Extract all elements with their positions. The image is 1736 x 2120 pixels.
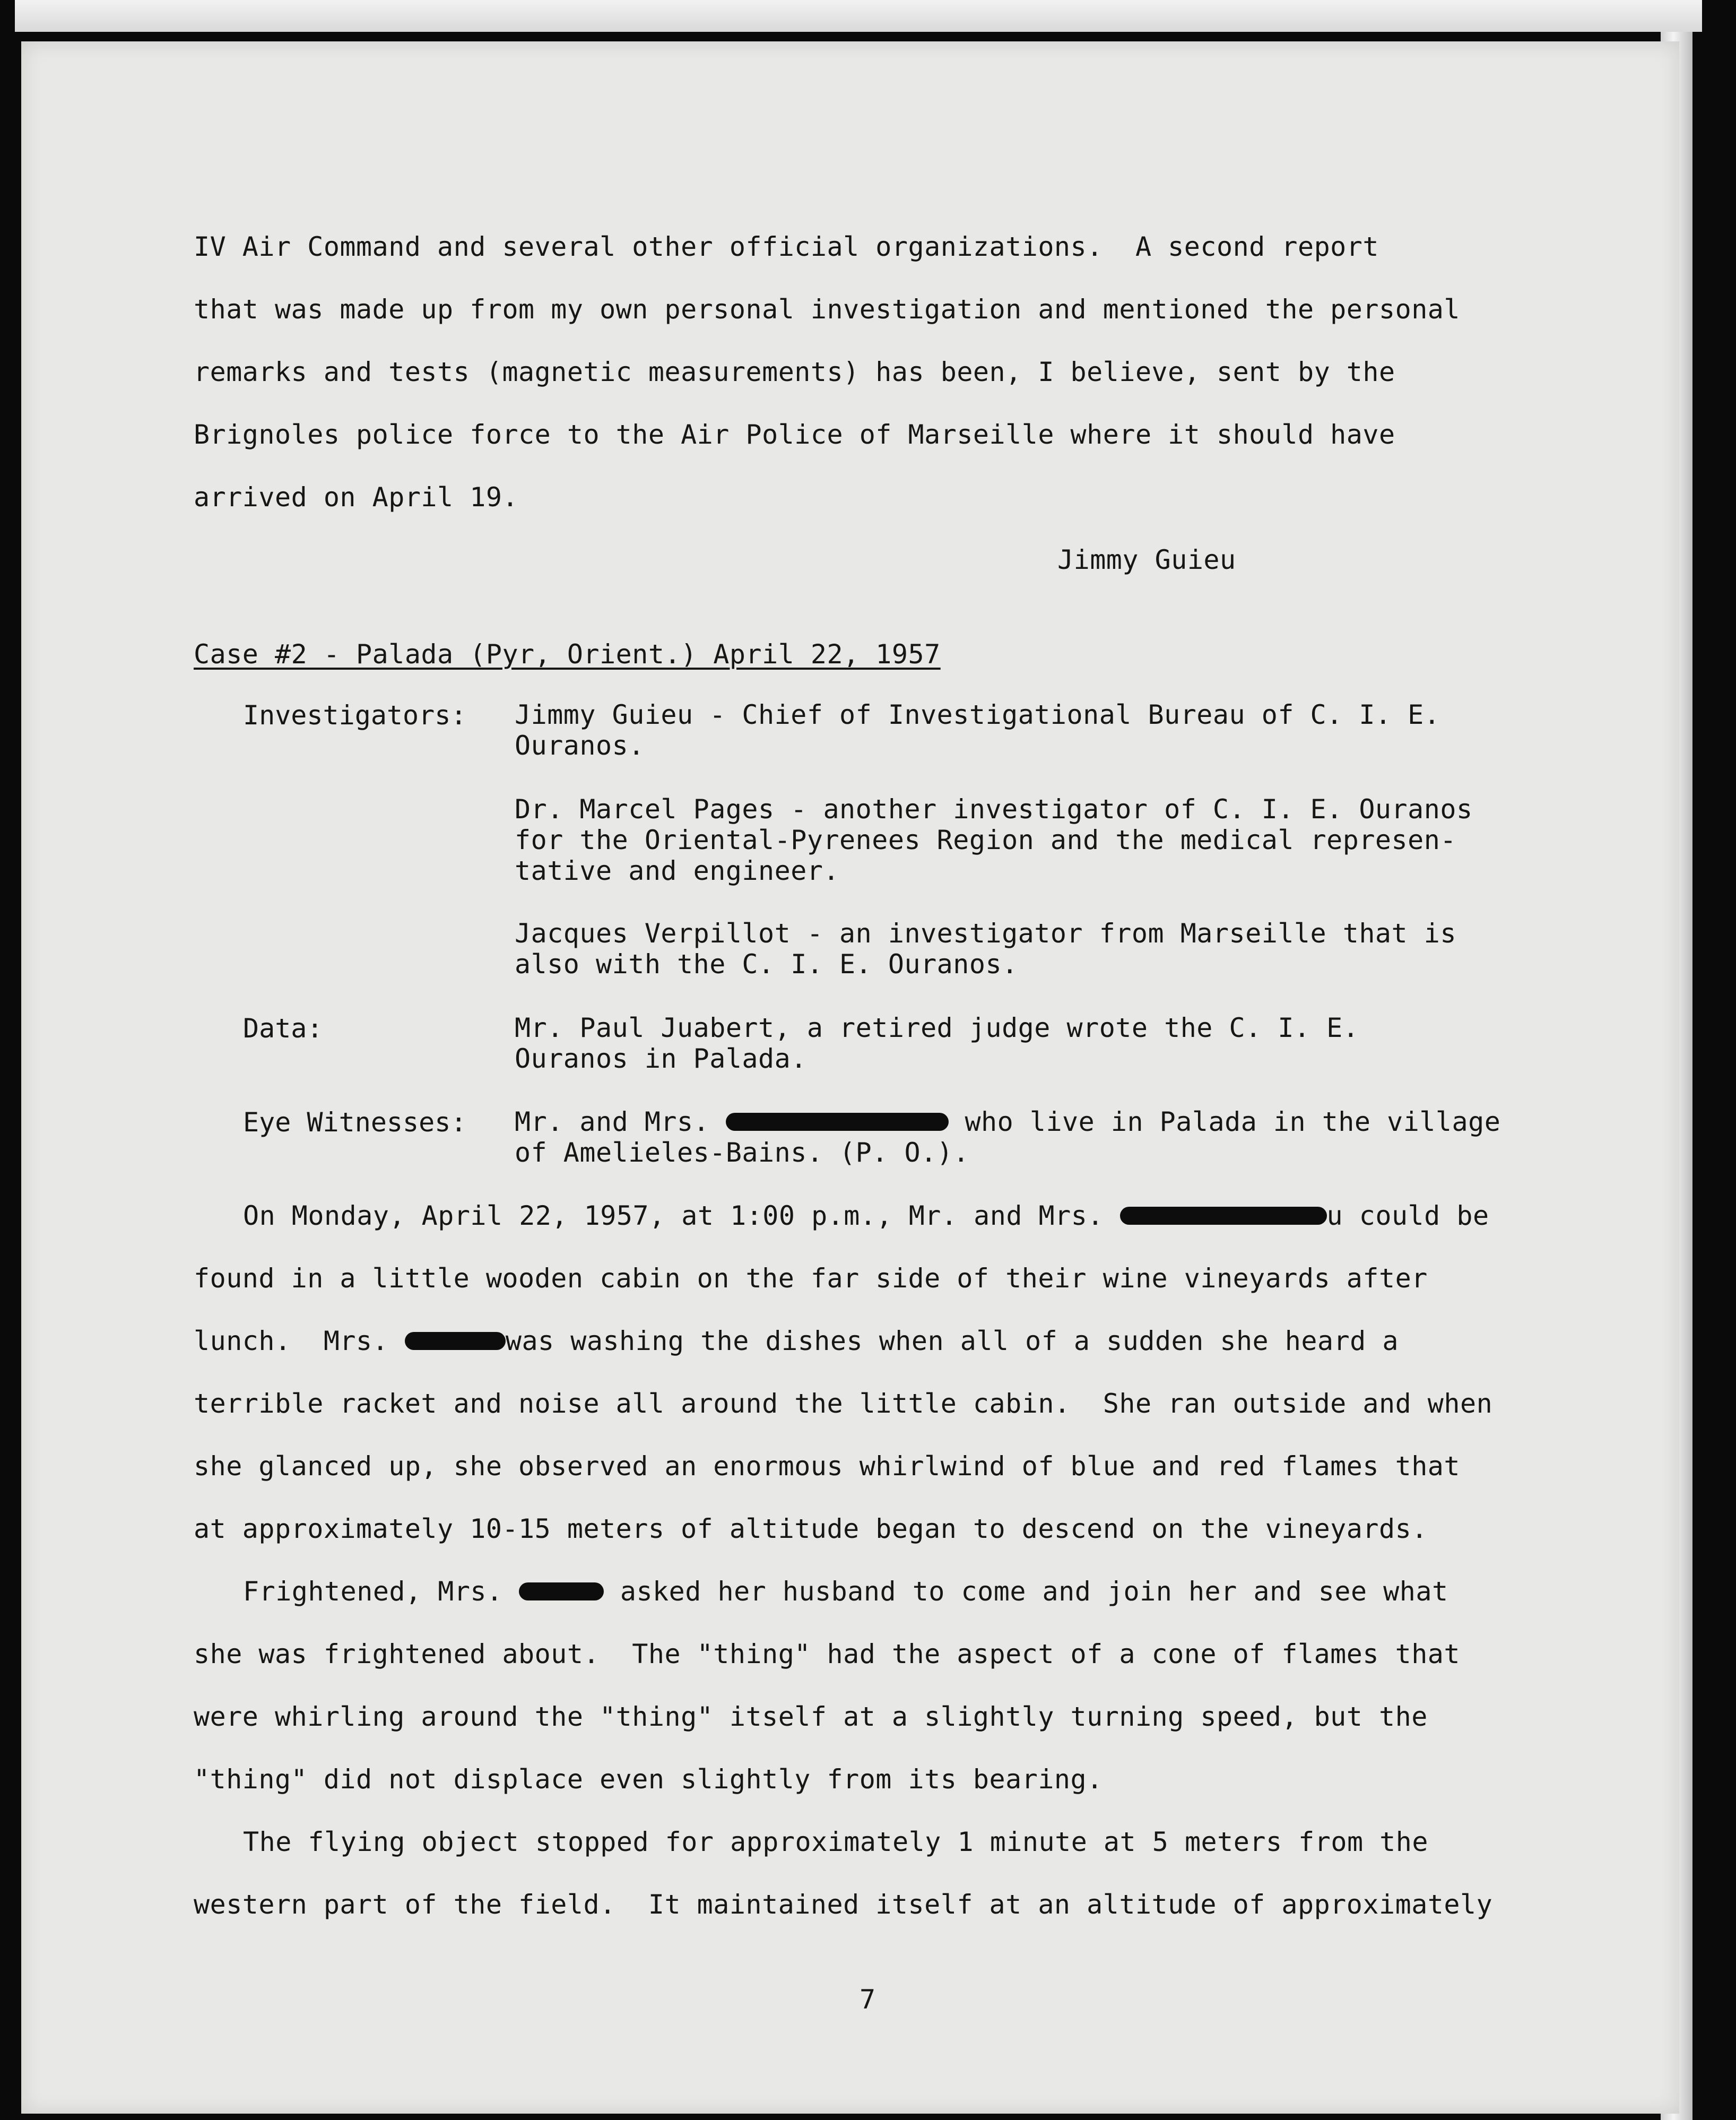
body-line: western part of the field. It maintained itself at an altitude of approximately xyxy=(194,1889,1493,1920)
intro-line: Brignoles police force to the Air Police of Marseille where it should have xyxy=(194,419,1395,450)
signature: Jimmy Guieu xyxy=(1057,544,1236,575)
investigator-entry: Jimmy Guieu - Chief of Investigational Bureau of C. I. E. Ouranos. xyxy=(515,699,1440,761)
body-line: she glanced up, she observed an enormous whirlwind of blue and red flames that xyxy=(194,1451,1460,1482)
intro-line: remarks and tests (magnetic measurements) has been, I believe, sent by the xyxy=(194,357,1395,387)
body-line: were whirling around the "thing" itself at a slightly turning speed, but the xyxy=(194,1701,1428,1732)
redaction-mark xyxy=(405,1332,506,1350)
body-line: lunch. Mrs. was washing the dishes when all of a sudden she heard a xyxy=(194,1326,1399,1356)
data-entry: Mr. Paul Juabert, a retired judge wrote the C. I. E. Ouranos in Palada. xyxy=(515,1013,1359,1074)
investigators-label: Investigators: xyxy=(243,700,467,731)
body-line: terrible racket and noise all around the little cabin. She ran outside and when xyxy=(194,1388,1493,1419)
body-line: found in a little wooden cabin on the far side of their wine vineyards after xyxy=(194,1263,1428,1294)
redaction-mark xyxy=(726,1113,949,1131)
document-page xyxy=(21,41,1679,2114)
body-line: she was frightened about. The "thing" had the aspect of a cone of flames that xyxy=(194,1639,1460,1669)
eye-witnesses-label: Eye Witnesses: xyxy=(243,1107,467,1138)
intro-line: that was made up from my own personal investigation and mentioned the personal xyxy=(194,294,1460,325)
case-heading: Case #2 - Palada (Pyr, Orient.) April 22, 1957 xyxy=(194,639,941,670)
investigator-entry: Dr. Marcel Pages - another investigator of C. I. E. Ouranos for the Oriental-Pyrenees Region and the medical represen- tative and engineer. xyxy=(515,794,1473,886)
scan-top-edge xyxy=(15,0,1702,32)
redaction-mark xyxy=(519,1582,604,1600)
body-line: On Monday, April 22, 1957, at 1:00 p.m., Mr. and Mrs. u could be xyxy=(243,1200,1489,1231)
body-line: Frightened, Mrs. asked her husband to come and join her and see what xyxy=(243,1576,1448,1607)
data-label: Data: xyxy=(243,1013,323,1044)
intro-line: arrived on April 19. xyxy=(194,482,519,513)
intro-line: IV Air Command and several other official organizations. A second report xyxy=(194,231,1379,262)
body-line: "thing" did not displace even slightly from its bearing. xyxy=(194,1764,1103,1795)
body-line: The flying object stopped for approximately 1 minute at 5 meters from the xyxy=(243,1827,1428,1857)
redaction-mark xyxy=(1120,1207,1327,1225)
body-line: at approximately 10-15 meters of altitude began to descend on the vineyards. xyxy=(194,1513,1428,1544)
page-number: 7 xyxy=(860,1984,876,2015)
investigator-entry: Jacques Verpillot - an investigator from Marseille that is also with the C. I. E. Ouranos. xyxy=(515,918,1456,980)
eye-witnesses-entry: Mr. and Mrs. who live in Palada in the village of Amelieles-Bains. (P. O.). xyxy=(515,1106,1501,1168)
